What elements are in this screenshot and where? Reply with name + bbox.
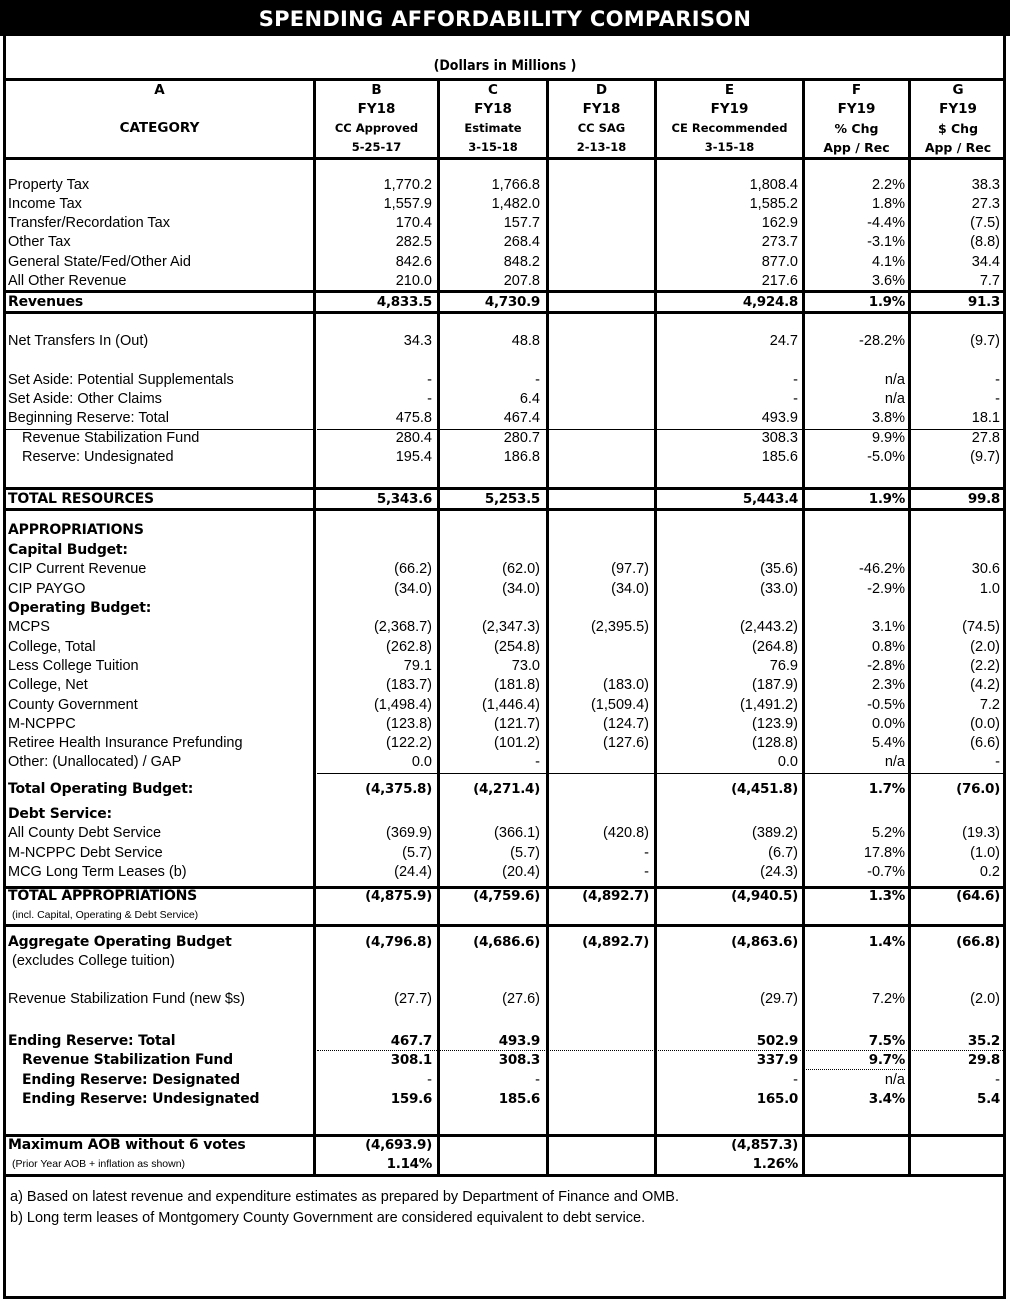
cell-c: (254.8)	[494, 639, 540, 655]
row-label: TOTAL APPROPRIATIONS	[8, 888, 198, 904]
cell-f: n/a	[884, 1072, 905, 1088]
cell-g: 27.8	[971, 430, 1000, 446]
cell-c: 280.7	[503, 430, 540, 446]
row-label: General State/Fed/Other Aid	[8, 254, 191, 270]
cell-b: 282.5	[395, 234, 432, 250]
cell-c: 185.6	[498, 1091, 540, 1107]
table-row	[0, 676, 1010, 695]
cell-g: (9.7)	[970, 449, 1000, 465]
table-row	[0, 429, 1010, 448]
table-row	[0, 696, 1010, 715]
row-label: Total Operating Budget:	[8, 781, 194, 797]
table-row	[0, 371, 1010, 390]
cell-b: 280.4	[395, 430, 432, 446]
cell-f: n/a	[884, 754, 905, 770]
cell-g: (8.8)	[970, 234, 1000, 250]
cell-b: (34.0)	[394, 581, 432, 597]
cell-b: (1,498.4)	[373, 697, 432, 713]
table-row	[0, 390, 1010, 409]
cell-f: 4.1%	[871, 254, 905, 270]
cell-g: (74.5)	[962, 619, 1000, 635]
row-label: (incl. Capital, Operating & Debt Service)	[12, 909, 199, 921]
cell-c: 308.3	[498, 1052, 540, 1068]
table-row	[0, 657, 1010, 676]
table-row	[0, 521, 1010, 540]
cell-b: 34.3	[403, 333, 432, 349]
row-label: (excludes College tuition)	[12, 953, 175, 969]
cell-f: -2.9%	[867, 581, 905, 597]
cell-e: (2,443.2)	[739, 619, 798, 635]
table-row	[0, 990, 1010, 1009]
cell-g: (9.7)	[970, 333, 1000, 349]
col-header-c: C FY18 Estimate 3-15-18	[464, 82, 522, 154]
cell-b: 1,770.2	[383, 177, 432, 193]
row-label: Ending Reserve: Designated	[22, 1072, 241, 1088]
footnotes	[10, 1187, 679, 1229]
cell-g: (4.2)	[970, 677, 1000, 693]
cell-g: -	[995, 391, 1000, 407]
cell-e: 5,443.4	[742, 491, 798, 507]
cell-e: (123.9)	[752, 716, 798, 732]
cell-b: (4,375.8)	[365, 781, 432, 797]
table-row	[0, 734, 1010, 753]
cell-f: 3.6%	[871, 273, 905, 289]
cell-g: 7.7	[979, 273, 1000, 289]
row-label: Net Transfers In (Out)	[8, 333, 149, 349]
cell-c: (4,686.6)	[473, 934, 540, 950]
cell-e: (33.0)	[760, 581, 798, 597]
cell-f: 17.8%	[863, 845, 905, 861]
row-label: Ending Reserve: Total	[8, 1033, 176, 1049]
cell-g: (66.8)	[956, 934, 1000, 950]
col-header-d: D FY18 CC SAG 2-13-18	[576, 82, 627, 154]
page-title: SPENDING AFFORDABILITY COMPARISON	[0, 0, 1010, 36]
cell-f: -28.2%	[859, 333, 905, 349]
table-row	[0, 233, 1010, 252]
cell-b: -	[427, 372, 432, 388]
cell-b: (24.4)	[394, 864, 432, 880]
cell-g: 34.4	[971, 254, 1000, 270]
table-row	[0, 638, 1010, 657]
cell-c: 207.8	[503, 273, 540, 289]
cell-b: 467.7	[390, 1033, 432, 1049]
table-row	[0, 753, 1010, 772]
cell-b: (122.2)	[386, 735, 432, 751]
cell-c: (27.6)	[502, 991, 540, 1007]
cell-g: 27.3	[971, 196, 1000, 212]
cell-d: (124.7)	[603, 716, 649, 732]
cell-f: 0.8%	[871, 639, 905, 655]
cell-e: (4,451.8)	[731, 781, 798, 797]
rule	[317, 773, 1005, 774]
cell-e: 24.7	[769, 333, 798, 349]
cell-f: -0.5%	[867, 697, 905, 713]
cell-c: (121.7)	[494, 716, 540, 732]
footnote-a: a) Based on latest revenue and expenditure estimates as prepared by Department of Finance and OMB.	[10, 1189, 679, 1205]
row-label: CIP Current Revenue	[8, 561, 147, 577]
row-label: Reserve: Undesignated	[22, 449, 174, 465]
cell-g: (64.6)	[956, 888, 1000, 904]
cell-f: n/a	[884, 391, 905, 407]
table-row	[0, 1155, 1010, 1174]
cell-e: (389.2)	[752, 825, 798, 841]
col-header-b: B FY18 CC Approved 5-25-17	[334, 82, 419, 154]
cell-f: 5.4%	[871, 735, 905, 751]
cell-e: (1,491.2)	[739, 697, 798, 713]
cell-e: 273.7	[761, 234, 798, 250]
table-row	[0, 906, 1010, 925]
cell-g: (0.0)	[970, 716, 1000, 732]
cell-c: 73.0	[511, 658, 540, 674]
cell-f: 7.2%	[871, 991, 905, 1007]
col-header-g: G FY19 $ Chg App / Rec	[924, 82, 992, 155]
cell-g: (6.6)	[970, 735, 1000, 751]
cell-g: (2.2)	[970, 658, 1000, 674]
cell-f: -5.0%	[867, 449, 905, 465]
cell-e: (29.7)	[760, 991, 798, 1007]
table-row	[0, 409, 1010, 428]
table-row	[0, 599, 1010, 618]
cell-b: 170.4	[395, 215, 432, 231]
cell-c: 467.4	[503, 410, 540, 426]
cell-e: 185.6	[761, 449, 798, 465]
table-row	[0, 1032, 1010, 1051]
cell-e: (24.3)	[760, 864, 798, 880]
cell-d: (97.7)	[611, 561, 649, 577]
cell-f: -4.4%	[867, 215, 905, 231]
cell-e: 1.26%	[752, 1156, 798, 1172]
cell-f: n/a	[884, 372, 905, 388]
cell-c: 48.8	[511, 333, 540, 349]
cell-e: (4,940.5)	[731, 888, 798, 904]
row-label: Transfer/Recordation Tax	[8, 215, 170, 231]
table-row	[0, 332, 1010, 351]
cell-g: 91.3	[967, 294, 1000, 310]
cell-b: 0.0	[411, 754, 432, 770]
row-label: Income Tax	[8, 196, 82, 212]
cell-d: (2,395.5)	[590, 619, 649, 635]
cell-b: (27.7)	[394, 991, 432, 1007]
cell-g: -	[995, 1072, 1000, 1088]
cell-f: 1.9%	[868, 294, 905, 310]
table-row	[0, 272, 1010, 291]
cell-b: (4,796.8)	[365, 934, 432, 950]
divider	[3, 1174, 1006, 1177]
cell-b: 5,343.6	[376, 491, 432, 507]
cell-c: -	[535, 372, 540, 388]
cell-c: (4,759.6)	[473, 888, 540, 904]
cell-e: 1,585.2	[749, 196, 798, 212]
cell-b: 159.6	[390, 1091, 432, 1107]
cell-b: (183.7)	[386, 677, 432, 693]
row-label: Property Tax	[8, 177, 90, 193]
cell-c: -	[535, 1072, 540, 1088]
cell-f: 1.3%	[868, 888, 905, 904]
cell-f: 1.4%	[868, 934, 905, 950]
cell-b: -	[427, 391, 432, 407]
cell-c: -	[535, 754, 540, 770]
row-label: Retiree Health Insurance Prefunding	[8, 735, 243, 751]
cell-e: (187.9)	[752, 677, 798, 693]
row-label: M-NCPPC Debt Service	[8, 845, 163, 861]
divider	[3, 157, 1006, 160]
cell-f: 9.9%	[871, 430, 905, 446]
cell-c: (2,347.3)	[481, 619, 540, 635]
cell-g: (19.3)	[962, 825, 1000, 841]
cell-f: 1.7%	[868, 781, 905, 797]
cell-b: -	[427, 1072, 432, 1088]
cell-e: 162.9	[761, 215, 798, 231]
row-label: Revenue Stabilization Fund	[22, 430, 200, 446]
cell-g: (2.0)	[970, 639, 1000, 655]
cell-g: 0.2	[979, 864, 1000, 880]
cell-d: (4,892.7)	[582, 934, 649, 950]
cell-c: (20.4)	[502, 864, 540, 880]
col-header-f: F FY19 % Chg App / Rec	[823, 82, 890, 155]
row-label: All County Debt Service	[8, 825, 162, 841]
cell-e: (4,863.6)	[731, 934, 798, 950]
row-label: Other: (Unallocated) / GAP	[8, 754, 182, 770]
cell-b: 308.1	[390, 1052, 432, 1068]
table-row	[0, 1136, 1010, 1155]
cell-g: (76.0)	[956, 781, 1000, 797]
cell-c: (181.8)	[494, 677, 540, 693]
row-label: College, Total	[8, 639, 96, 655]
cell-f: 7.5%	[868, 1033, 905, 1049]
row-label: County Government	[8, 697, 138, 713]
cell-e: 308.3	[761, 430, 798, 446]
cell-e: -	[793, 1072, 798, 1088]
cell-d: (127.6)	[603, 735, 649, 751]
cell-e: 165.0	[756, 1091, 798, 1107]
cell-d: (1,509.4)	[590, 697, 649, 713]
cell-b: 1.14%	[386, 1156, 432, 1172]
cell-e: 0.0	[777, 754, 798, 770]
cell-f: 0.0%	[871, 716, 905, 732]
cell-d: (34.0)	[611, 581, 649, 597]
row-label: Maximum AOB without 6 votes	[8, 1137, 246, 1153]
cell-f: -0.7%	[867, 864, 905, 880]
cell-d: (183.0)	[603, 677, 649, 693]
cell-b: 195.4	[395, 449, 432, 465]
cell-c: 186.8	[503, 449, 540, 465]
table-row	[0, 1071, 1010, 1090]
row-label: Aggregate Operating Budget	[8, 934, 232, 950]
cell-f: 3.4%	[868, 1091, 905, 1107]
table-row	[0, 618, 1010, 637]
cell-b: 79.1	[403, 658, 432, 674]
cell-c: 6.4	[519, 391, 540, 407]
table-row	[0, 844, 1010, 863]
cell-b: 1,557.9	[383, 196, 432, 212]
cell-f: 3.8%	[871, 410, 905, 426]
cell-g: (1.0)	[970, 845, 1000, 861]
table-row	[0, 824, 1010, 843]
cell-c: (4,271.4)	[473, 781, 540, 797]
table-row	[0, 293, 1010, 312]
col-header-a: A CATEGORY	[119, 82, 200, 136]
cell-d: -	[644, 864, 649, 880]
cell-b: (4,875.9)	[365, 888, 432, 904]
footnote-b: b) Long term leases of Montgomery County Government are considered equivalent to debt service.	[10, 1210, 646, 1226]
row-label: Other Tax	[8, 234, 71, 250]
cell-f: 5.2%	[871, 825, 905, 841]
cell-e: (35.6)	[760, 561, 798, 577]
cell-c: 157.7	[503, 215, 540, 231]
table-row	[0, 780, 1010, 799]
cell-g: 99.8	[967, 491, 1000, 507]
cell-g: -	[995, 754, 1000, 770]
cell-g: 30.6	[971, 561, 1000, 577]
cell-e: 76.9	[769, 658, 798, 674]
cell-g: 35.2	[967, 1033, 1000, 1049]
cell-b: (369.9)	[386, 825, 432, 841]
cell-b: (123.8)	[386, 716, 432, 732]
cell-b: 842.6	[395, 254, 432, 270]
table-row	[0, 448, 1010, 467]
cell-f: -46.2%	[859, 561, 905, 577]
units-subtitle: (Dollars in Millions )	[433, 58, 577, 74]
cell-g: 5.4	[976, 1091, 1000, 1107]
cell-d: (420.8)	[603, 825, 649, 841]
table-row	[0, 1090, 1010, 1109]
row-label: Debt Service:	[8, 806, 112, 822]
cell-b: (262.8)	[386, 639, 432, 655]
cell-c: (34.0)	[502, 581, 540, 597]
cell-c: 4,730.9	[484, 294, 540, 310]
row-label: Capital Budget:	[8, 542, 128, 558]
table-row	[0, 580, 1010, 599]
cell-b: (66.2)	[394, 561, 432, 577]
table-row	[0, 805, 1010, 824]
cell-c: 5,253.5	[484, 491, 540, 507]
cell-c: 848.2	[503, 254, 540, 270]
row-label: CIP PAYGO	[8, 581, 86, 597]
cell-c: 268.4	[503, 234, 540, 250]
row-label: Ending Reserve: Undesignated	[22, 1091, 260, 1107]
row-label: MCPS	[8, 619, 50, 635]
cell-c: 493.9	[498, 1033, 540, 1049]
row-label: All Other Revenue	[8, 273, 127, 289]
cell-e: 1,808.4	[749, 177, 798, 193]
cell-d: (4,892.7)	[582, 888, 649, 904]
cell-f: -3.1%	[867, 234, 905, 250]
cell-e: 217.6	[761, 273, 798, 289]
cell-e: (264.8)	[752, 639, 798, 655]
table-row	[0, 952, 1010, 971]
table-row	[0, 863, 1010, 882]
cell-e: 877.0	[761, 254, 798, 270]
cell-g: (7.5)	[970, 215, 1000, 231]
cell-c: (62.0)	[502, 561, 540, 577]
row-label: M-NCPPC	[8, 716, 76, 732]
cell-f: 2.3%	[871, 677, 905, 693]
table-row	[0, 253, 1010, 272]
cell-f: 2.2%	[871, 177, 905, 193]
row-label: (Prior Year AOB + inflation as shown)	[12, 1158, 186, 1170]
cell-e: 337.9	[756, 1052, 798, 1068]
cell-f: -2.8%	[867, 658, 905, 674]
cell-e: (6.7)	[768, 845, 798, 861]
table-row	[0, 214, 1010, 233]
cell-e: -	[793, 391, 798, 407]
cell-c: 1,766.8	[491, 177, 540, 193]
row-label: College, Net	[8, 677, 88, 693]
cell-c: (1,446.4)	[481, 697, 540, 713]
cell-f: 9.7%	[868, 1052, 905, 1068]
table-row	[0, 715, 1010, 734]
cell-f: 3.1%	[871, 619, 905, 635]
row-label: Revenue Stabilization Fund	[22, 1052, 234, 1068]
col-header-e: E FY19 CE Recommended 3-15-18	[671, 82, 788, 154]
row-label: Beginning Reserve: Total	[8, 410, 169, 426]
cell-e: 4,924.8	[742, 294, 798, 310]
cell-g: 18.1	[971, 410, 1000, 426]
cell-b: 4,833.5	[376, 294, 432, 310]
cell-c: (366.1)	[494, 825, 540, 841]
cell-b: (5.7)	[402, 845, 432, 861]
table-row	[0, 560, 1010, 579]
cell-b: (4,693.9)	[365, 1137, 432, 1153]
cell-g: 29.8	[967, 1052, 1000, 1068]
cell-e: 493.9	[761, 410, 798, 426]
cell-f: 1.9%	[868, 491, 905, 507]
cell-e: 502.9	[756, 1033, 798, 1049]
cell-e: (4,857.3)	[731, 1137, 798, 1153]
cell-b: 210.0	[395, 273, 432, 289]
row-label: Operating Budget:	[8, 600, 152, 616]
cell-c: (101.2)	[494, 735, 540, 751]
cell-g: (2.0)	[970, 991, 1000, 1007]
table-row	[0, 176, 1010, 195]
cell-f: 1.8%	[871, 196, 905, 212]
cell-g: 38.3	[971, 177, 1000, 193]
row-label: Set Aside: Potential Supplementals	[8, 372, 234, 388]
cell-e: (128.8)	[752, 735, 798, 751]
table-row	[0, 541, 1010, 560]
cell-b: (2,368.7)	[373, 619, 432, 635]
row-label: Set Aside: Other Claims	[8, 391, 162, 407]
cell-g: 7.2	[979, 697, 1000, 713]
row-label: Revenues	[8, 294, 84, 310]
cell-d: -	[644, 845, 649, 861]
cell-g: -	[995, 372, 1000, 388]
cell-g: 1.0	[979, 581, 1000, 597]
row-label: TOTAL RESOURCES	[8, 491, 154, 507]
table-row	[0, 887, 1010, 906]
cell-c: (5.7)	[510, 845, 540, 861]
cell-e: -	[793, 372, 798, 388]
cell-c: 1,482.0	[491, 196, 540, 212]
table-row	[0, 195, 1010, 214]
row-label: Less College Tuition	[8, 658, 139, 674]
table-row	[0, 933, 1010, 952]
table-row	[0, 1051, 1010, 1070]
cell-b: 475.8	[395, 410, 432, 426]
row-label: APPROPRIATIONS	[8, 522, 144, 538]
table-row	[0, 490, 1010, 509]
row-label: Revenue Stabilization Fund (new $s)	[8, 991, 245, 1007]
row-label: MCG Long Term Leases (b)	[8, 864, 187, 880]
